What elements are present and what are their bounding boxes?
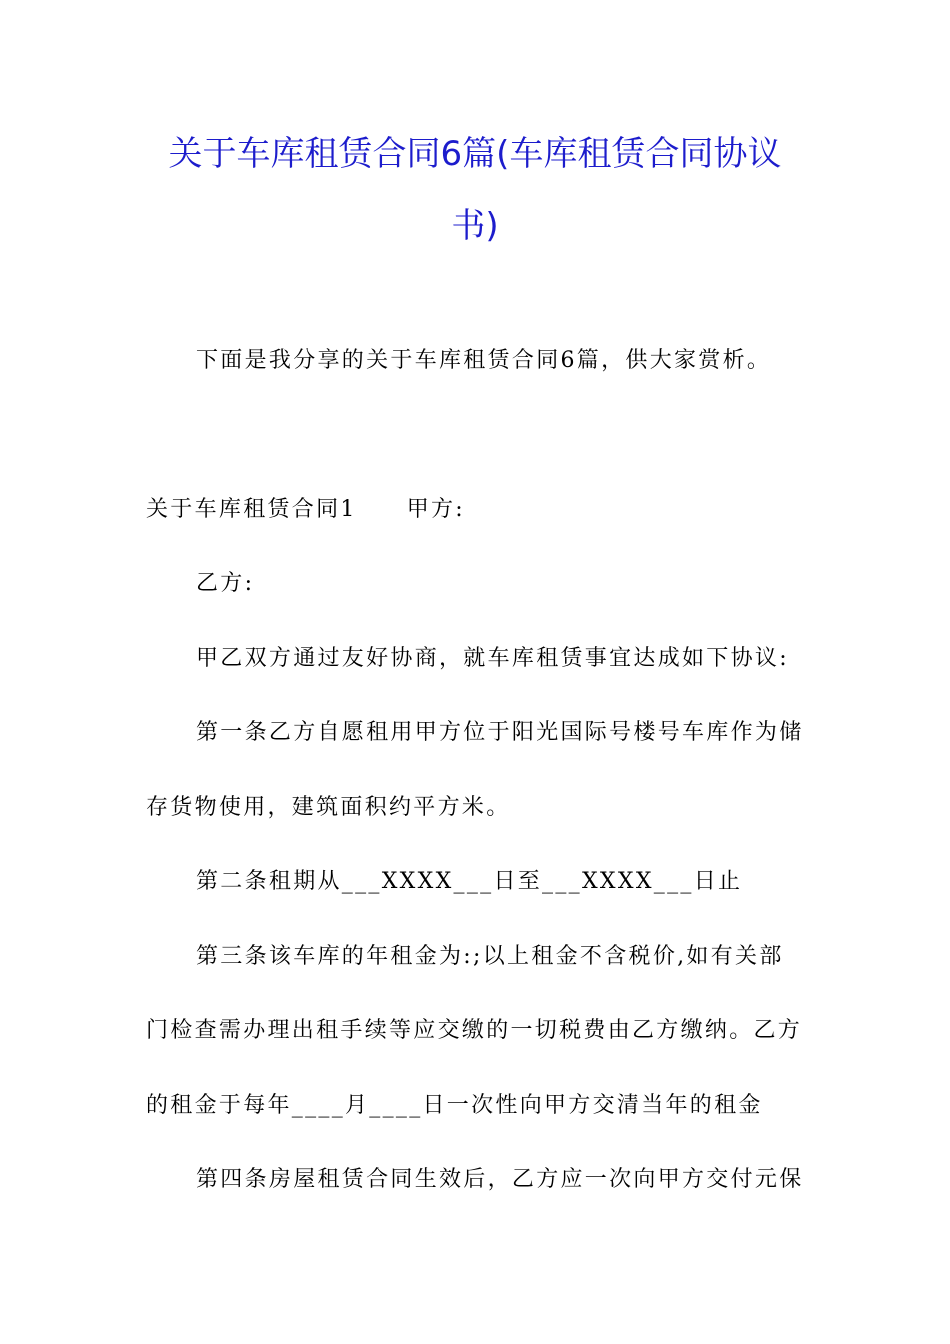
- article-3-line-3: 的租金于每年____月____日一次性向甲方交清当年的租金: [146, 1093, 763, 1118]
- article-1-line-1: 第一条乙方自愿租用甲方位于阳光国际号楼号车库作为储: [196, 720, 804, 745]
- article-4-line-1: 第四条房屋租赁合同生效后，乙方应一次向甲方交付元保: [196, 1167, 804, 1192]
- document-title-line-1: 关于车库租赁合同6篇(车库租赁合同协议: [168, 134, 782, 174]
- party-b-label: 乙方:: [196, 571, 255, 596]
- paragraph-agreement: 甲乙双方通过友好协商，就车库租赁事宜达成如下协议:: [196, 646, 789, 671]
- party-a-label: 甲方:: [406, 497, 466, 522]
- document-title-line-2: 书): [451, 206, 499, 246]
- article-2: 第二条租期从___XXXX___日至___XXXX___日止: [196, 869, 743, 894]
- intro-paragraph: 下面是我分享的关于车库租赁合同6篇，供大家赏析。: [196, 348, 772, 373]
- article-1-line-2: 存货物使用，建筑面积约平方米。: [146, 795, 511, 820]
- contract-heading-row: [146, 497, 465, 523]
- contract-heading: 关于车库租赁合同1: [146, 497, 357, 522]
- article-3-line-2: 门检查需办理出租手续等应交缴的一切税费由乙方缴纳。乙方: [146, 1018, 803, 1043]
- article-3-line-1: 第三条该车库的年租金为:;以上租金不含税价,如有关部: [196, 944, 784, 969]
